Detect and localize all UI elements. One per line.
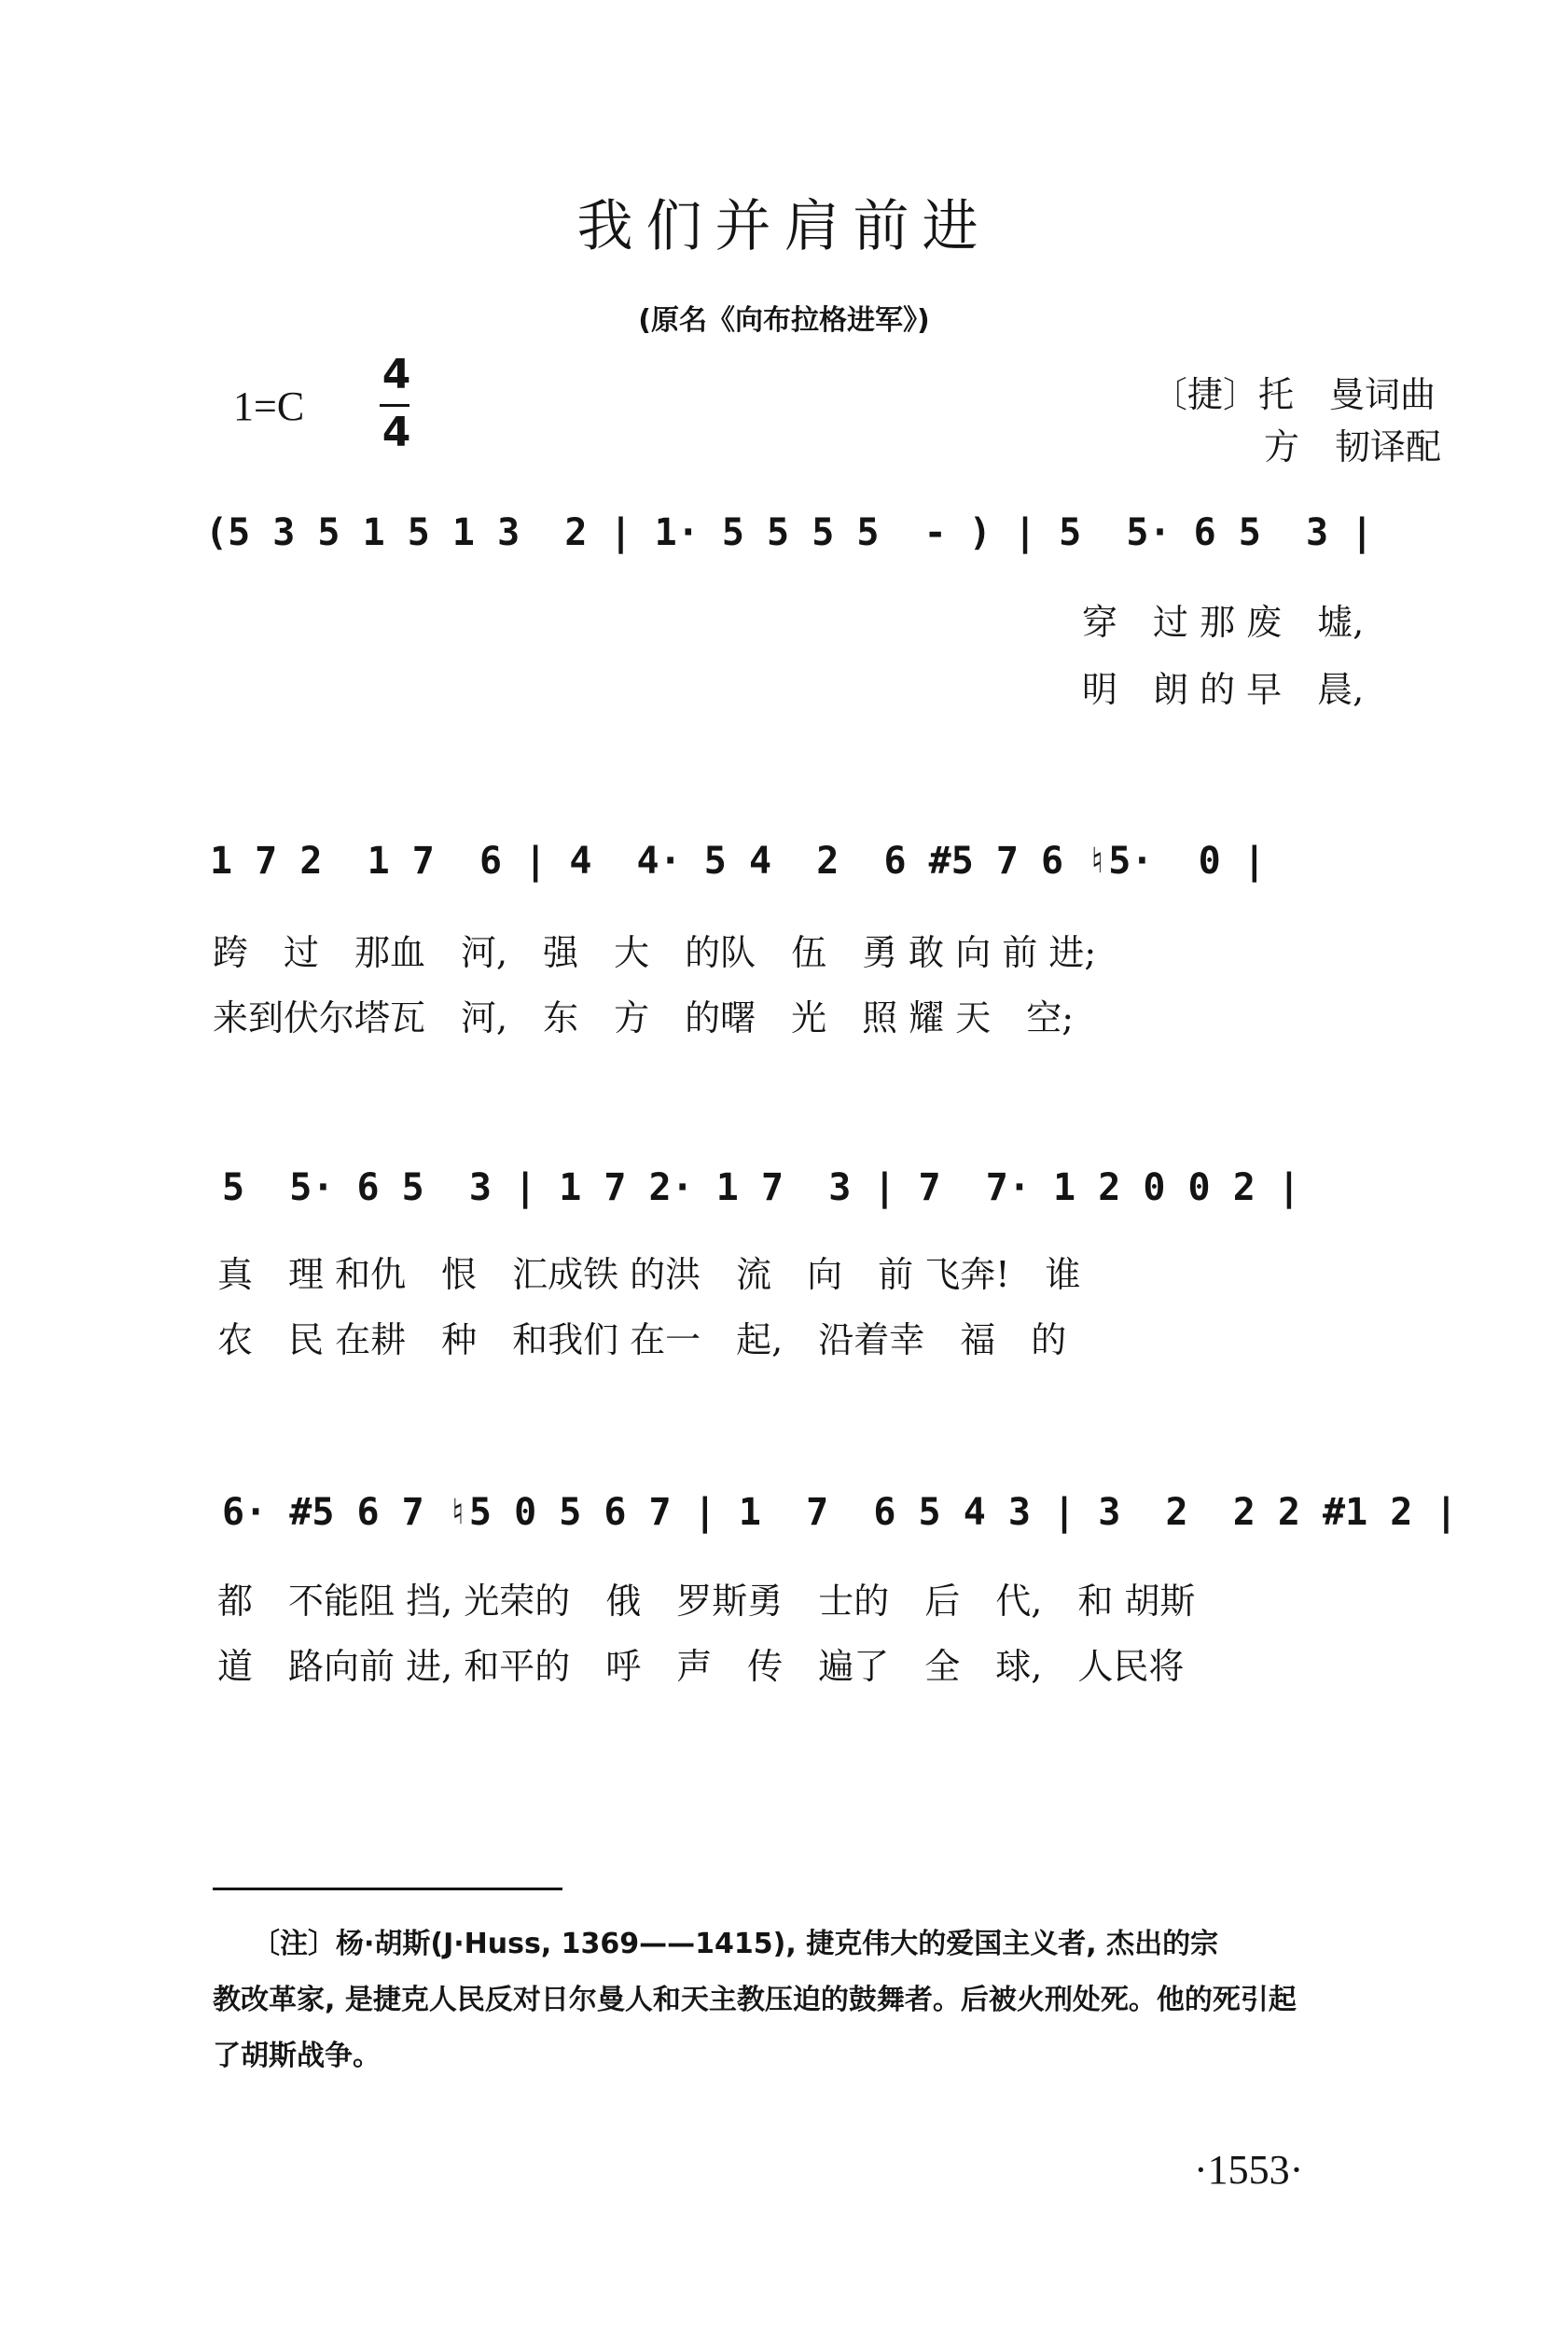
lyric-line-4-verse-2: 道 路向前 进, 和平的 呼 声 传 遍了 全 球, 人民将 xyxy=(217,1646,1185,1687)
score-line-1: (5 3 5 1 5 1 3 2 | 1· 5 5 5 5 - ) | 5 5· 6 5 3 | xyxy=(205,511,1374,554)
lyric-line-1-verse-1: 穿 过 那 废 墟, xyxy=(1082,602,1365,643)
footnote-line-2: 教改革家, 是捷克人民反对日尔曼人和天主教压迫的鼓舞者。后被火刑处死。他的死引起 xyxy=(213,1984,1297,2016)
subtitle: (原名《向布拉格进军》) xyxy=(638,304,930,337)
key-signature: 1=C xyxy=(233,383,305,429)
score-line-2: 1 7 2 1 7 6 | 4 4· 5 4 2 6 #5 7 6 ♮5· 0 | xyxy=(210,840,1266,883)
lyric-line-2-verse-1: 跨 过 那血 河, 强 大 的队 伍 勇 敢 向 前 进; xyxy=(213,932,1097,973)
composer-credit: 〔捷〕托 曼词曲 xyxy=(1152,374,1436,415)
footnote-divider xyxy=(213,1888,562,1890)
score-line-3: 5 5· 6 5 3 | 1 7 2· 1 7 3 | 7 7· 1 2 0 0 2 | xyxy=(222,1166,1300,1209)
lyric-line-4-verse-1: 都 不能阻 挡, 光荣的 俄 罗斯勇 士的 后 代, 和 胡斯 xyxy=(217,1581,1196,1622)
score-line-4: 6· #5 6 7 ♮5 0 5 6 7 | 1 7 6 5 4 3 | 3 2 2 2 #1 2 | xyxy=(222,1491,1458,1534)
time-signature-numerator: 4 xyxy=(382,351,411,398)
page-title: 我们并肩前进 xyxy=(576,194,992,259)
time-signature-denominator: 4 xyxy=(382,409,411,456)
footnote-line-3: 了胡斯战争。 xyxy=(213,2040,381,2072)
lyric-line-3-verse-1: 真 理 和仇 恨 汇成铁 的洪 流 向 前 飞奔! 谁 xyxy=(217,1254,1081,1295)
lyric-line-1-verse-2: 明 朗 的 早 晨, xyxy=(1082,669,1365,710)
time-signature-divider xyxy=(380,404,409,407)
lyric-line-2-verse-2: 来到伏尔塔瓦 河, 东 方 的曙 光 照 耀 天 空; xyxy=(213,997,1075,1038)
translator-credit: 方 韧译配 xyxy=(1264,426,1442,467)
lyric-line-3-verse-2: 农 民 在耕 种 和我们 在一 起, 沿着幸 福 的 xyxy=(217,1319,1067,1360)
page-number: ·1553· xyxy=(1194,2147,1304,2193)
footnote-line-1: 〔注〕杨·胡斯(J·Huss, 1369——1415), 捷克伟大的爱国主义者, 杰出的宗 xyxy=(252,1928,1219,1960)
